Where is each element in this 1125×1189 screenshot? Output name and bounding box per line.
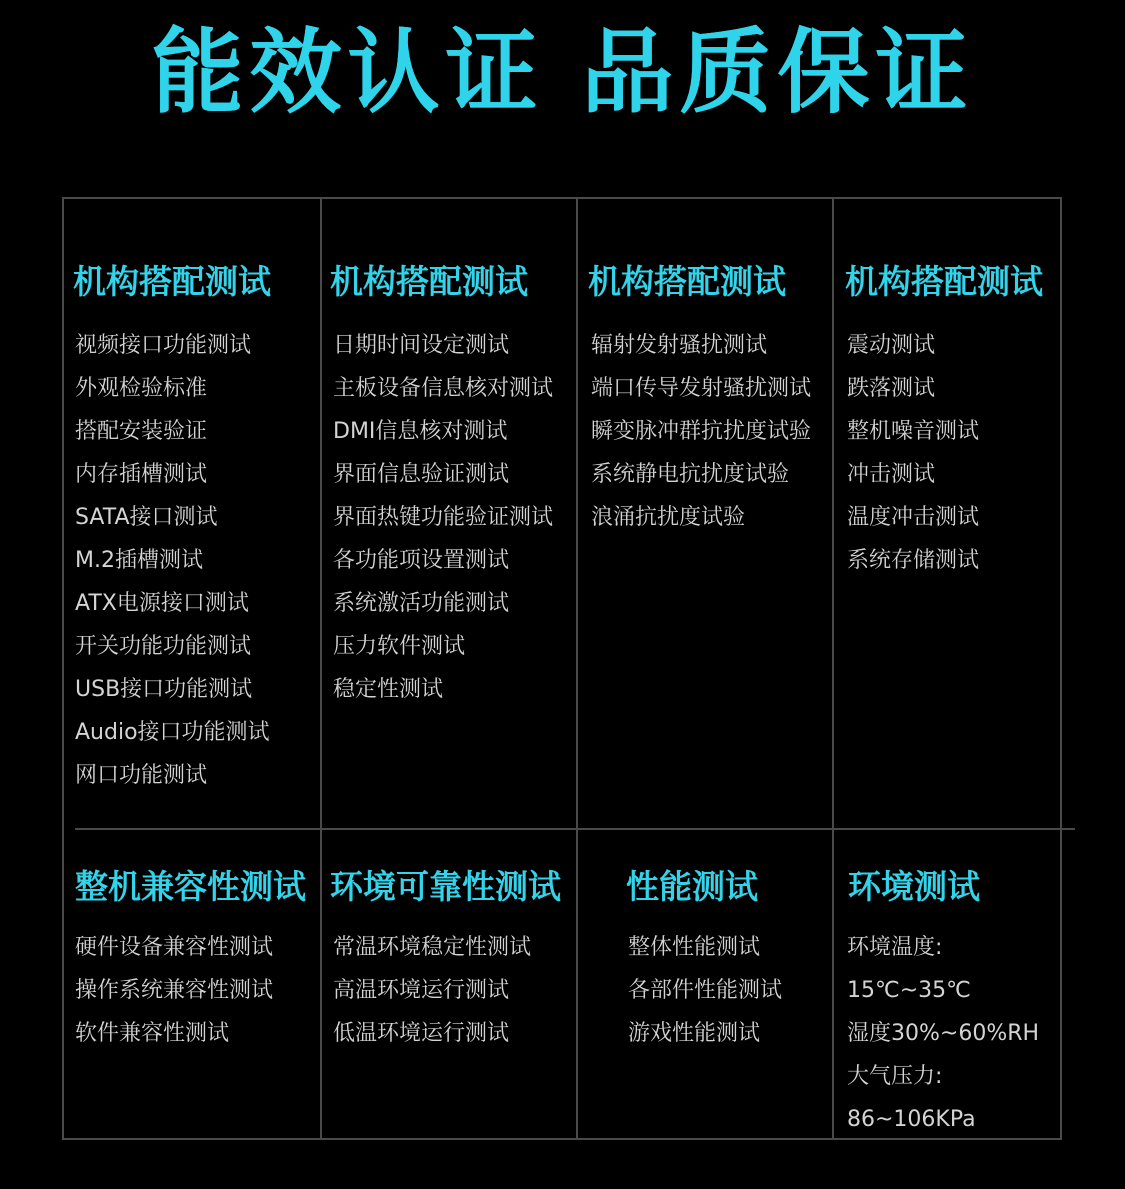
test-cell-mechanism-1 [73,262,271,797]
test-item: 系统存储测试 [847,548,980,573]
test-cell-reliability [330,867,561,1055]
test-item: 外观检验标准 [75,376,208,401]
grid-line-middle [75,828,1075,830]
test-item: ATX电源接口测试 [75,591,249,616]
cell-heading: 机构搭配测试 [588,262,786,301]
test-item: 环境温度: [847,935,943,960]
test-item: 界面热键功能验证测试 [333,505,554,530]
test-item-list [75,926,306,1055]
grid-line-col-1 [320,199,322,1140]
test-item: 界面信息验证测试 [333,462,510,487]
test-item: 主板设备信息核对测试 [333,376,554,401]
test-item: 各功能项设置测试 [333,548,510,573]
test-item: 浪涌抗扰度试验 [591,505,746,530]
cell-heading: 性能测试 [626,867,758,906]
test-item-list [75,324,271,797]
test-item: 整体性能测试 [628,935,761,960]
test-item-list [591,324,811,539]
cell-heading: 整机兼容性测试 [75,867,306,906]
test-cell-compatibility [75,867,306,1055]
test-item: 震动测试 [847,333,936,358]
test-item-list [333,324,553,711]
test-item: 网口功能测试 [75,763,208,788]
test-item: 端口传导发射骚扰测试 [591,376,812,401]
test-item: 搭配安装验证 [75,419,208,444]
grid-line-right [1060,199,1062,1140]
cell-heading: 机构搭配测试 [73,262,271,301]
test-item: 瞬变脉冲群抗扰度试验 [591,419,812,444]
test-item: 低温环境运行测试 [333,1021,510,1046]
cell-heading: 环境可靠性测试 [330,867,561,906]
test-item-list [333,926,561,1055]
test-item: 操作系统兼容性测试 [75,978,274,1003]
test-item: 压力软件测试 [333,634,466,659]
test-item: 跌落测试 [847,376,936,401]
test-item: 湿度30%~60%RH [847,1021,1040,1046]
test-item: 日期时间设定测试 [333,333,510,358]
test-cell-mechanism-2 [330,262,553,711]
test-item: 温度冲击测试 [847,505,980,530]
grid-line-col-2 [576,199,578,1140]
test-item: 整机噪音测试 [847,419,980,444]
test-item: 各部件性能测试 [628,978,783,1003]
test-cell-environment [848,867,1039,1141]
test-cell-mechanism-4 [845,262,1043,582]
test-item: 辐射发射骚扰测试 [591,333,768,358]
test-item: 视频接口功能测试 [75,333,252,358]
test-cell-performance [626,867,782,1055]
test-item: USB接口功能测试 [75,677,253,702]
test-item: 软件兼容性测试 [75,1021,230,1046]
cell-heading: 环境测试 [848,867,980,906]
test-item-list [847,926,1039,1141]
page-title: 能效认证 品质保证 [0,18,1125,128]
test-item: Audio接口功能测试 [75,720,270,745]
test-item: 内存插槽测试 [75,462,208,487]
test-cell-mechanism-3 [588,262,811,539]
test-item: DMI信息核对测试 [333,419,508,444]
test-item: 86~106KPa [847,1107,976,1132]
test-item: 冲击测试 [847,462,936,487]
cell-heading: 机构搭配测试 [330,262,528,301]
test-item: 系统激活功能测试 [333,591,510,616]
grid-line-left [62,199,64,1140]
grid-line-top [62,197,1062,199]
test-item: SATA接口测试 [75,505,218,530]
test-item-list [847,324,1043,582]
test-item: 大气压力: [847,1064,943,1089]
test-item: 常温环境稳定性测试 [333,935,532,960]
cell-heading: 机构搭配测试 [845,262,1043,301]
test-item: 15℃~35℃ [847,978,971,1003]
test-item: 硬件设备兼容性测试 [75,935,274,960]
test-item: 开关功能功能测试 [75,634,252,659]
test-item-list [628,926,782,1055]
test-item: 游戏性能测试 [628,1021,761,1046]
test-item: M.2插槽测试 [75,548,203,573]
grid-line-col-3 [832,199,834,1140]
test-item: 系统静电抗扰度试验 [591,462,790,487]
test-item: 高温环境运行测试 [333,978,510,1003]
test-item: 稳定性测试 [333,677,444,702]
